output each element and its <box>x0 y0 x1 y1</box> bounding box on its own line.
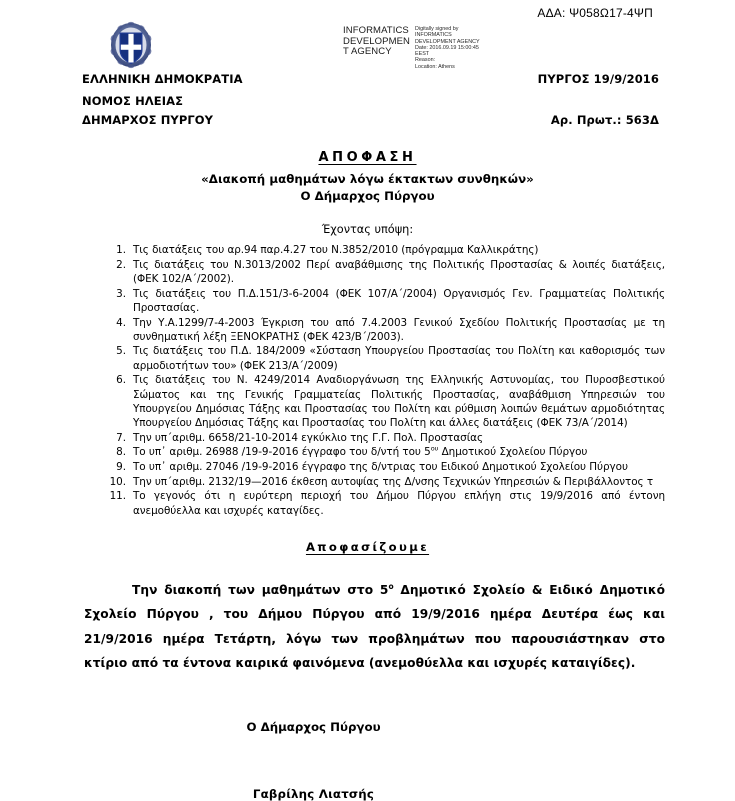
title-block <box>0 146 735 236</box>
list-item <box>104 287 665 315</box>
decision-text-lead: Την διακοπή των μαθημάτων στο 5 <box>132 582 389 597</box>
signatory-name: Γαβρίλης Λιατσής <box>252 786 375 801</box>
list-item-text: Τις διατάξεις του Ν. 4249/2014 Αναδιοργάνωση της Ελληνικής Αστυνομίας, του Πυροσβεστικού Σώματος και της Γενικής Γραμματείας Πολιτικής Προστασίας, αναβάθμιση Υπηρεσιών του Υπουργείου Δημόσιας Τάξης και Προστασίας του Πολίτη και ρύθμιση λοιπών θεμάτων αρμοδιότητας Υπουργείου Δημόσιας Τάξης και Προστασίας του Πολίτη και άλλες διατάξεις (ΦΕΚ 73/Α΄/2014) <box>133 374 665 429</box>
list-item-number: 1. <box>116 244 126 256</box>
issuing-authority-mayor: ΔΗΜΑΡΧΟΣ ΠΥΡΓΟΥ <box>82 113 214 127</box>
list-item-number: 3. <box>116 287 126 300</box>
preamble-label: Έχοντας υπόψη: <box>321 223 414 236</box>
list-item <box>104 489 665 517</box>
list-item <box>104 475 665 489</box>
list-item-text: Την υπ΄αριθμ. 2132/19—2016 έκθεση αυτοψίας της Δ/νσης Τεχνικών Υπηρεσιών & Περιβάλλοντος τ <box>133 475 654 488</box>
list-item-number: 7. <box>116 431 126 444</box>
list-item-text: Το γεγονός ότι η ευρύτερη περιοχή του Δήμου Πύργου επλήγη στις 19/9/2016 από έντονη ανεμοθύελλα και ισχυρές καταγίδες. <box>133 490 665 517</box>
page-title-wrapper <box>0 146 735 165</box>
decision-ordinal-suffix: ο <box>388 581 394 591</box>
list-item <box>104 460 665 474</box>
protocol-number: Αρ. Πρωτ.: 563Δ <box>550 113 659 127</box>
signature-agency-name: INFORMATICS DEVELOPMEN T AGENCY <box>343 25 410 57</box>
signature-detail-line: DEVELOPMENT AGENCY <box>415 38 480 45</box>
signature-detail-line: Location: Athens <box>415 63 455 70</box>
signature-details <box>415 26 501 70</box>
list-item <box>104 431 665 445</box>
decision-body <box>84 578 665 676</box>
issuing-authority-prefecture: ΝΟΜΟΣ ΗΛΕΙΑΣ <box>82 94 184 108</box>
considerations-list <box>104 243 665 518</box>
list-item-number: 4. <box>116 316 126 329</box>
list-item-text: Το υπ᾽ αριθμ. 26988 /19-9-2016 έγγραφο του δ/ντή του 5 <box>133 446 431 459</box>
letterhead <box>82 68 661 130</box>
list-item-text: Το υπ᾽ αριθμ. 27046 /19-9-2016 έγγραφο της δ/ντριας του Ειδικού Δημοτικού Σχολείου Πύργου <box>133 461 628 474</box>
hellenic-republic-coat-of-arms-icon <box>108 20 154 70</box>
list-item-text: Τις διατάξεις του Ν.3013/2002 Περί αναβάθμισης της Πολιτικής Προστασίας & λοιπές διατάξεις, (ΦΕΚ 102/Α΄/2002). <box>133 258 665 285</box>
list-item <box>104 243 665 257</box>
list-item-number: 2. <box>116 258 126 271</box>
letterhead-row-2 <box>82 94 661 108</box>
list-item <box>104 316 665 344</box>
decision-text-rest: Δημοτικό Σχολείο & Ειδικό Δημοτικό Σχολείο Πύργου , του Δήμου Πύργου από 19/9/2016 ημέρα Δευτέρα έως και 21/9/2016 ημέρα Τετάρτη, λόγω των προβλημάτων που παρουσιάστηκαν στο κτίριο από τα έντονα καιρικά φαινόμενα (ανεμοθύελλα και ισχυρές καταιγίδες). <box>84 582 665 671</box>
signature-detail-line: Digitally signed by <box>415 26 459 32</box>
list-item <box>104 344 665 372</box>
signature-detail-line: Date: 2016.09.19 15:00:45 <box>415 44 479 51</box>
digital-signature-stamp <box>343 26 503 70</box>
signature-block <box>0 720 735 801</box>
decision-heading: Αποφασίζουμε <box>305 539 430 554</box>
list-item-text: Τις διατάξεις του Π.Δ. 184/2009 «Σύσταση Υπουργείου Προστασίας του Πολίτη και καθορισμός των αρμοδιοτήτων του» (ΦΕΚ 213/Α΄/2009) <box>133 345 665 372</box>
list-item-number: 10. <box>109 475 126 488</box>
list-item-text-tail: Δημοτικού Σχολείου Πύργου <box>438 446 588 459</box>
list-item-number: 8. <box>116 446 126 459</box>
place-and-date: ΠΥΡΓΟΣ 19/9/2016 <box>537 72 659 86</box>
list-item-number: 5. <box>116 345 126 358</box>
letterhead-row-3 <box>82 113 661 127</box>
document-issuer: Ο Δήμαρχος Πύργου <box>300 189 435 203</box>
signature-detail-line: EEST <box>415 51 430 58</box>
issuing-authority-country: ΕΛΛΗΝΙΚΗ ΔΗΜΟΚΡΑΤΙΑ <box>82 72 243 86</box>
list-item-text: Τις διατάξεις του αρ.94 παρ.4.27 του Ν.3852/2010 (πρόγραμμα Καλλικράτης) <box>133 244 539 256</box>
list-item-text: Τις διατάξεις του Π.Δ.151/3-6-2004 (ΦΕΚ 107/Α΄/2004) Οργανισμός Γεν. Γραμματείας Πολιτικής Προστασίας. <box>133 287 665 314</box>
ada-reference-number: ΑΔΑ: Ψ058Ω17-4ΨΠ <box>537 6 653 20</box>
list-item-number: 6. <box>116 374 126 387</box>
signature-detail-line: INFORMATICS <box>415 32 452 39</box>
list-item-ordinal-suffix: ου <box>430 444 439 453</box>
decision-heading-wrapper <box>0 540 735 554</box>
letterhead-row-1 <box>82 72 661 86</box>
list-item-text: Την Υ.Α.1299/7-4-2003 Έγκριση του από 7.4.2003 Γενικού Σχεδίου Πολιτικής Προστασίας με τη συνθηματική λέξη ΞΕΝΟΚΡΑΤΗΣ (ΦΕΚ 423/Β΄/2003). <box>133 316 665 343</box>
list-item-number: 9. <box>116 461 126 474</box>
list-item <box>104 258 665 286</box>
list-item-text: Την υπ΄αριθμ. 6658/21-10-2014 εγκύκλιο της Γ.Γ. Πολ. Προστασίας <box>133 431 484 444</box>
page-title: ΑΠΟΦΑΣΗ <box>318 150 417 165</box>
signature-detail-line: Reason: <box>415 57 436 64</box>
list-item <box>104 445 665 459</box>
document-subtitle: «Διακοπή μαθημάτων λόγω έκτακτων συνθηκών» <box>201 172 534 186</box>
list-item <box>104 373 665 430</box>
top-band <box>0 0 735 68</box>
list-item-number: 11. <box>109 490 126 503</box>
signatory-title: Ο Δήμαρχος Πύργου <box>246 719 381 734</box>
